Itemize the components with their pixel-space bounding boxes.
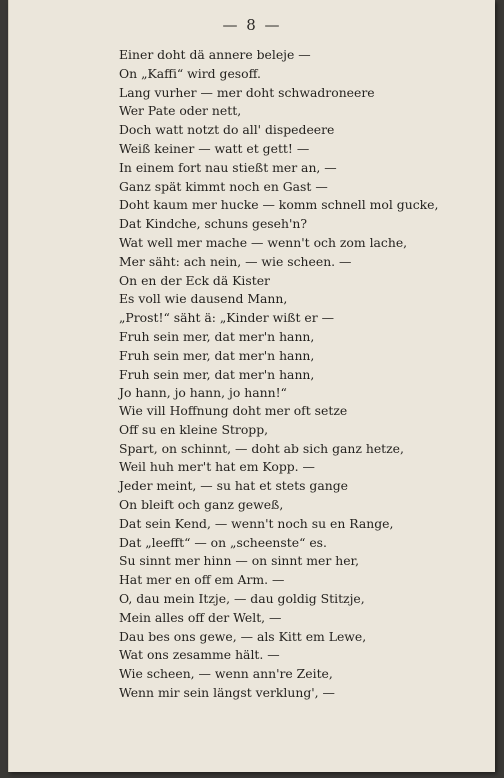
poem-line: Fruh sein mer, dat mer'n hann,	[119, 366, 315, 382]
poem-line: Wat ons zesamme hält. —	[119, 647, 280, 663]
poem-line: Wenn mir sein längst verklung', —	[119, 684, 335, 700]
poem-line: Spart, on schinnt, — doht ab sich ganz hetze,	[119, 440, 404, 456]
poem-stanza-2	[119, 402, 489, 703]
poem-line: Mein alles off der Welt, —	[119, 609, 282, 625]
poem-line: Su sinnt mer hinn — on sinnt mer her,	[119, 553, 360, 569]
poem-line: Weil huh mer't hat em Kopp. —	[119, 459, 315, 475]
poem-line: Wat well mer mache — wenn't och zom lache,	[119, 234, 408, 250]
poem-line: Doht kaum mer hucke — komm schnell mol gucke,	[119, 197, 439, 213]
poem-line: Ganz spät kimmt noch en Gast —	[119, 178, 328, 194]
poem-line: Es voll wie dausend Mann,	[119, 291, 288, 307]
poem-line: Weiß keiner — watt et gett! —	[119, 140, 310, 156]
poem-line: Dat „leefft“ — on „scheenste“ es.	[119, 534, 327, 550]
poem-line: In einem fort nau stießt mer an, —	[119, 159, 337, 175]
poem-line: Dau bes ons gewe, — als Kitt em Lewe,	[119, 628, 367, 644]
poem-line: Einer doht dä annere beleje —	[119, 47, 311, 62]
poem-line: Fruh sein mer, dat mer'n hann,	[119, 328, 315, 344]
poem-line: Jeder meint, — su hat et stets gange	[119, 478, 348, 494]
poem-line: Wie scheen, — wenn ann're Zeite,	[119, 666, 333, 682]
poem-line: Mer säht: ach nein, — wie scheen. —	[119, 253, 352, 269]
poem-line: O, dau mein Itzje, — dau goldig Stitzje,	[119, 590, 365, 606]
page-number: — 8 —	[222, 16, 282, 34]
poem-line: Wer Pate oder nett,	[119, 103, 242, 119]
poem-line: Jo hann, jo hann, jo hann!“	[119, 385, 287, 401]
poem-line: Lang vurher — mer doht schwadroneere	[119, 84, 375, 100]
poem-line: On en der Eck dä Kister	[119, 272, 270, 288]
poem-line: Wie vill Hoffnung doht mer oft setze	[119, 403, 348, 418]
poem-line: Off su en kleine Stropp,	[119, 421, 269, 437]
poem-line: Hat mer en off em Arm. —	[119, 572, 285, 588]
poem-line: „Prost!“ säht ä: „Kinder wißt er —	[119, 310, 334, 326]
poem-line: On „Kaffi“ wird gesoff.	[119, 65, 261, 81]
poem-line: Fruh sein mer, dat mer'n hann,	[119, 347, 315, 363]
poem-stanza-1	[119, 46, 489, 403]
poem-line: Dat Kindche, schuns geseh'n?	[119, 216, 308, 232]
poem-line: Doch watt notzt do all' dispedeere	[119, 122, 335, 138]
poem-line: On bleift och ganz geweß,	[119, 496, 284, 512]
poem-line: Dat sein Kend, — wenn't noch su en Range,	[119, 515, 394, 531]
book-page	[8, 0, 495, 772]
